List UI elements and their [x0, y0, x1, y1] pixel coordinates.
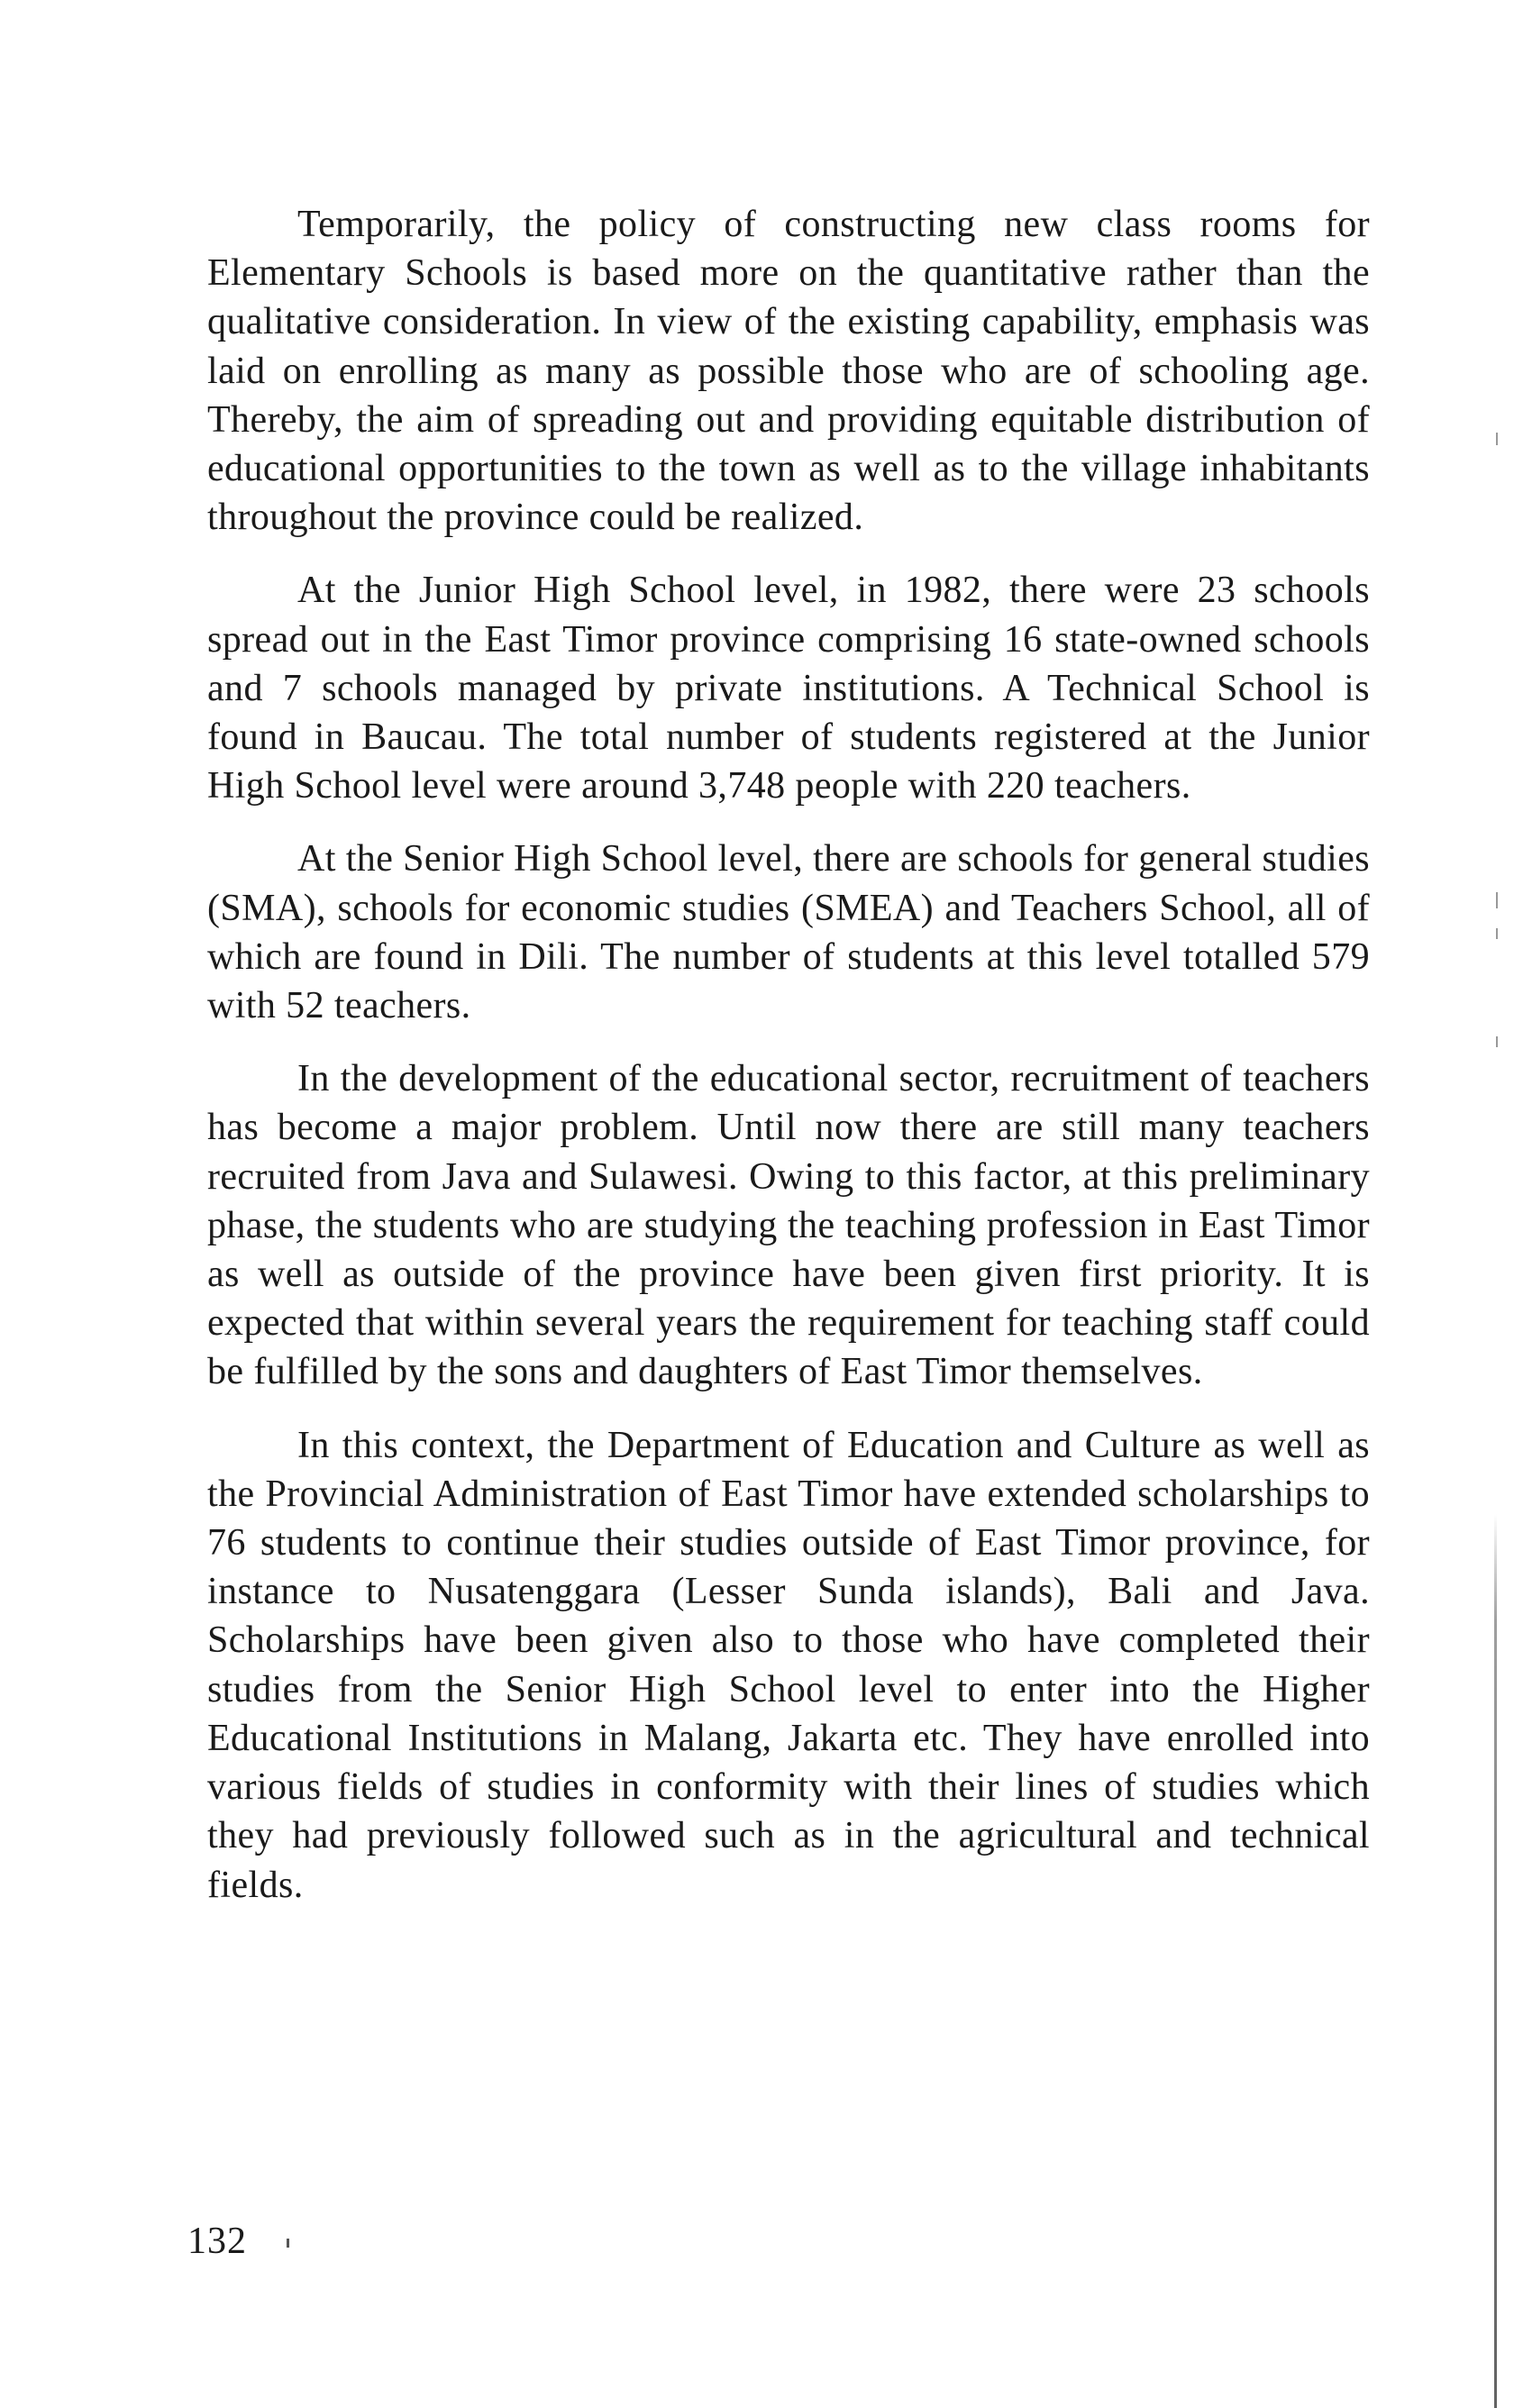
paragraph-junior-high: At the Junior High School level, in 1982, there were 23 schools spread out in the East Timor province comprising 16 state-owned schools and 7 schools managed by private institutions. A Technical School is found in Baucau. The total number of students registered at the Junior High School level were around 3,748 people with 220 teachers.: [207, 570, 1370, 807]
scan-speck: [287, 2239, 289, 2248]
paragraph-elementary-schools: Temporarily, the policy of constructing new class rooms for Elementary Schools is based more on the quantitative rather than the qualitative consideration. In view of the existing capability, emphasis was laid on enrolling as many as possible those who are of schooling age. Thereby, the aim of spreading out and providing equitable distribution of educational opportunities to the town as well as to the village inhabitants throughout the province could be realized.: [207, 204, 1370, 539]
scan-tick-mark: [1496, 1036, 1498, 1047]
scan-edge-shadow: [1494, 1514, 1497, 2408]
scan-tick-mark: [1496, 928, 1498, 939]
scan-tick-mark: [1496, 892, 1498, 908]
scan-tick-mark: [1496, 433, 1498, 445]
body-text: [207, 200, 1370, 1934]
paragraph-teacher-recruitment: In the development of the educational sector, recruitment of teachers has become a major problem. Until now there are still many teachers recruited from Java and Sulawesi. Owing to this factor, at this preliminary phase, the students who are studying the teaching profession in East Timor as well as outside of the province have been given first priority. It is expected that within several years the requirement for teaching staff could be fulfilled by the sons and daughters of East Timor themselves.: [207, 1058, 1370, 1393]
page-number: 132: [187, 2221, 247, 2262]
paragraph-senior-high: At the Senior High School level, there are schools for general studies (SMA), schools for economic studies (SMEA) and Teachers School, all of which are found in Dili. The number of students at this level totalled 579 with 52 teachers.: [207, 838, 1370, 1027]
paragraph-scholarships: In this context, the Department of Education and Culture as well as the Provincial Administration of East Timor have extended scholarships to 76 students to continue their studies outside of East Timor province, for instance to Nusatenggara (Lesser Sunda islands), Bali and Java. Scholarships have been given also to those who have completed their studies from the Senior High School level to enter into the Higher Educational Institutions in Malang, Jakarta etc. They have enrolled into various fields of studies in conformity with their lines of studies which they had previously followed such as in the agricultural and technical fields.: [207, 1424, 1370, 1906]
